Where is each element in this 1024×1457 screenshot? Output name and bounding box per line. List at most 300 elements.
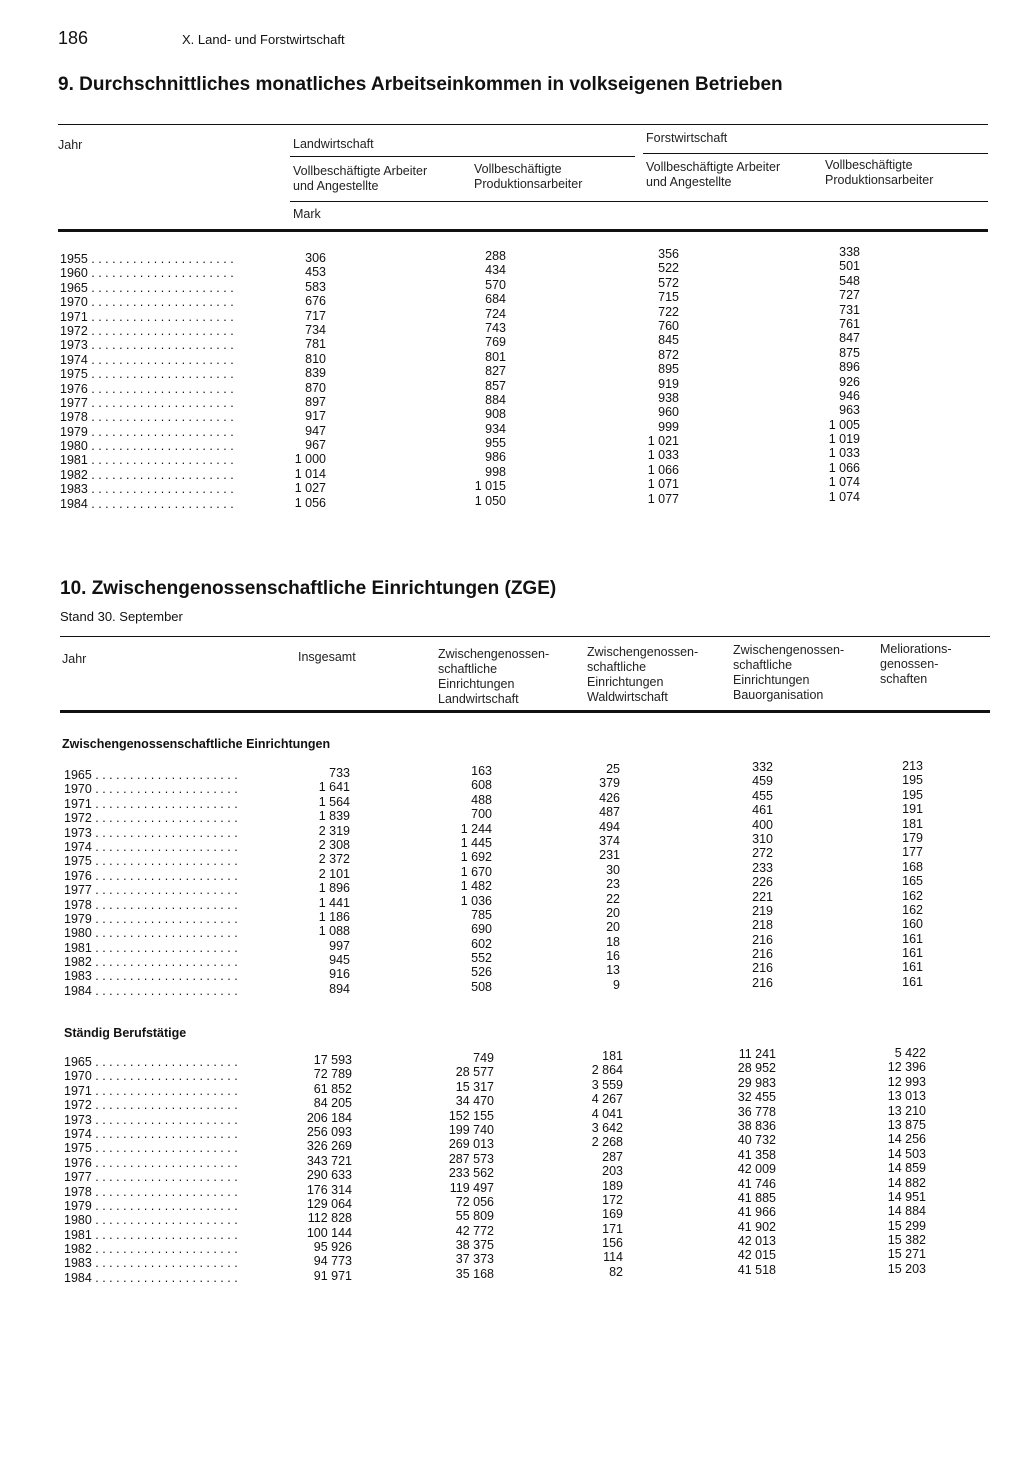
value-cell: 129 064 xyxy=(306,1196,352,1211)
value-cell: 749 xyxy=(473,1051,494,1065)
value-cell: 1 564 xyxy=(318,794,350,809)
value-cell: 14 882 xyxy=(887,1175,926,1190)
value-cell: 163 xyxy=(471,764,492,778)
value-cell: 219 xyxy=(752,903,773,918)
year-cell: 1978 . . . . . . . . . . . . . . . . . . . . . xyxy=(64,897,238,912)
value-cell: 919 xyxy=(658,376,679,391)
year-cell: 1974 . . . . . . . . . . . . . . . . . . . . . xyxy=(64,1126,238,1141)
value-cell: 1 027 xyxy=(294,481,326,496)
value-cell: 715 xyxy=(658,290,679,305)
t10-h-lw-3: Einrichtungen xyxy=(438,677,515,691)
value-cell: 1 074 xyxy=(828,489,860,504)
table9-header-landwirtschaft: Landwirtschaft xyxy=(293,137,374,151)
value-cell: 15 382 xyxy=(887,1233,926,1248)
table10-header-landwirtschaft xyxy=(438,647,549,707)
t10-h-bau-1: Zwischengenossen- xyxy=(733,643,845,657)
t10-h-ww-1: Zwischengenossen- xyxy=(587,645,699,659)
value-cell: 233 xyxy=(752,860,773,875)
table10-header-bauorganisation xyxy=(733,643,844,703)
value-cell: 199 740 xyxy=(448,1122,494,1137)
value-cell: 2 268 xyxy=(591,1135,623,1150)
value-cell: 36 778 xyxy=(737,1104,776,1119)
value-cell: 23 xyxy=(606,877,620,892)
value-cell: 1 074 xyxy=(828,475,860,490)
t10-h-lw-1: Zwischengenossen- xyxy=(438,647,550,661)
value-cell: 608 xyxy=(471,778,492,793)
value-cell: 583 xyxy=(305,279,326,294)
value-cell: 29 983 xyxy=(737,1075,776,1090)
table10-header-jahr: Jahr xyxy=(62,652,87,666)
value-cell: 343 721 xyxy=(306,1153,352,1168)
value-cell: 760 xyxy=(658,318,679,333)
table9-header-fw-col2-line1: Vollbeschäftigte xyxy=(825,158,913,172)
t10-h-bau-3: Einrichtungen xyxy=(733,673,810,687)
value-cell: 11 241 xyxy=(738,1047,776,1061)
value-cell: 310 xyxy=(752,831,773,846)
value-cell: 42 009 xyxy=(737,1162,776,1177)
value-cell: 41 902 xyxy=(737,1219,776,1234)
value-cell: 986 xyxy=(485,450,506,465)
t10-h-mel-2: genossen- xyxy=(880,657,939,671)
t10-h-ww-4: Waldwirtschaft xyxy=(587,690,668,704)
value-cell: 810 xyxy=(305,351,326,366)
value-cell: 945 xyxy=(329,953,350,968)
value-cell: 872 xyxy=(658,347,679,362)
value-cell: 897 xyxy=(305,394,326,409)
value-cell: 1 670 xyxy=(460,864,492,879)
value-cell: 13 875 xyxy=(887,1117,926,1132)
value-cell: 955 xyxy=(485,436,506,451)
t10-h-lw-4: Landwirtschaft xyxy=(438,692,519,706)
running-head: X. Land- und Forstwirtschaft xyxy=(182,32,345,47)
value-cell: 213 xyxy=(902,759,923,773)
value-cell: 41 518 xyxy=(737,1262,776,1277)
value-cell: 602 xyxy=(471,936,492,951)
value-cell: 12 396 xyxy=(887,1060,926,1075)
value-cell: 967 xyxy=(305,438,326,453)
year-cell: 1975 . . . . . . . . . . . . . . . . . . . . . xyxy=(64,854,238,869)
value-cell: 161 xyxy=(902,960,923,975)
value-cell: 508 xyxy=(471,979,492,994)
value-cell: 4 267 xyxy=(591,1092,623,1107)
table9-header-lw-col2-line2: Produktionsarbeiter xyxy=(474,177,583,191)
table10-subtitle: Stand 30. September xyxy=(60,609,183,624)
year-cell: 1971 . . . . . . . . . . . . . . . . . . . . . xyxy=(64,1083,238,1098)
value-cell: 306 xyxy=(305,251,326,265)
table10-section1-label: Zwischengenossenschaftliche Einrichtungen xyxy=(62,737,331,751)
value-cell: 461 xyxy=(752,803,773,818)
page-number: 186 xyxy=(58,28,89,48)
value-cell: 195 xyxy=(902,787,923,802)
table10-section2-landwirtschaft-column xyxy=(430,1051,494,1281)
value-cell: 1 641 xyxy=(318,780,350,795)
value-cell: 162 xyxy=(902,902,923,917)
table9-fw-produktion-column xyxy=(800,245,860,504)
value-cell: 781 xyxy=(305,337,326,352)
table10-section2-year-column xyxy=(64,1055,270,1285)
value-cell: 1 000 xyxy=(294,452,326,467)
value-cell: 13 xyxy=(606,963,620,978)
value-cell: 30 xyxy=(606,862,620,877)
value-cell: 733 xyxy=(329,766,350,780)
value-cell: 152 155 xyxy=(448,1108,494,1123)
year-cell: 1981 . . . . . . . . . . . . . . . . . . . . . xyxy=(60,453,234,468)
value-cell: 16 xyxy=(606,949,620,964)
year-cell: 1982 . . . . . . . . . . . . . . . . . . . . . xyxy=(64,955,238,970)
value-cell: 114 xyxy=(603,1250,623,1265)
table10-section2-label: Ständig Berufstätige xyxy=(64,1026,187,1040)
value-cell: 938 xyxy=(658,390,679,405)
table9-lw-produktion-column xyxy=(448,249,506,508)
year-cell: 1980 . . . . . . . . . . . . . . . . . . . . . xyxy=(64,926,238,941)
value-cell: 32 455 xyxy=(737,1090,776,1105)
year-cell: 1973 . . . . . . . . . . . . . . . . . . . . . xyxy=(60,338,234,353)
value-cell: 14 951 xyxy=(887,1189,926,1204)
year-cell: 1979 . . . . . . . . . . . . . . . . . . . . . xyxy=(64,1198,238,1213)
value-cell: 960 xyxy=(658,405,679,420)
table9-header-jahr: Jahr xyxy=(58,138,83,152)
table9-lw-arbeiter-column xyxy=(270,251,326,510)
table9-lw-rule xyxy=(290,156,635,157)
value-cell: 14 884 xyxy=(887,1204,926,1219)
value-cell: 963 xyxy=(839,403,860,418)
value-cell: 100 144 xyxy=(306,1225,352,1240)
value-cell: 488 xyxy=(471,792,492,807)
table10-section2-meliorations-column xyxy=(860,1046,926,1276)
value-cell: 338 xyxy=(839,245,860,259)
year-cell: 1975 . . . . . . . . . . . . . . . . . . . . . xyxy=(60,367,234,382)
year-cell: 1984 . . . . . . . . . . . . . . . . . . . . . xyxy=(60,496,234,511)
value-cell: 72 789 xyxy=(313,1067,352,1082)
value-cell: 269 013 xyxy=(448,1137,494,1152)
year-cell: 1983 . . . . . . . . . . . . . . . . . . . . . xyxy=(60,482,234,497)
value-cell: 1 066 xyxy=(647,462,679,477)
table10-section2-insgesamt-column xyxy=(290,1053,352,1283)
table9-header-fw-col2 xyxy=(825,158,933,188)
value-cell: 20 xyxy=(606,905,620,920)
value-cell: 1 692 xyxy=(460,850,492,865)
value-cell: 684 xyxy=(485,292,506,307)
value-cell: 1 033 xyxy=(828,446,860,461)
value-cell: 9 xyxy=(613,977,620,992)
year-cell: 1979 . . . . . . . . . . . . . . . . . . . . . xyxy=(64,911,238,926)
value-cell: 38 836 xyxy=(737,1118,776,1133)
table10-header-bottom-rule xyxy=(60,710,990,713)
value-cell: 356 xyxy=(658,247,679,261)
table10-header-waldwirtschaft xyxy=(587,645,698,705)
year-cell: 1960 . . . . . . . . . . . . . . . . . . . . . xyxy=(60,266,234,281)
value-cell: 1 896 xyxy=(318,881,350,896)
value-cell: 290 633 xyxy=(306,1168,352,1183)
value-cell: 216 xyxy=(752,932,773,947)
table9-header-lw-col1-line1: Vollbeschäftigte Arbeiter xyxy=(293,164,428,178)
value-cell: 1 050 xyxy=(474,493,506,508)
value-cell: 426 xyxy=(599,790,620,805)
value-cell: 216 xyxy=(752,947,773,962)
value-cell: 14 503 xyxy=(887,1146,926,1161)
value-cell: 41 966 xyxy=(737,1205,776,1220)
year-cell: 1972 . . . . . . . . . . . . . . . . . . . . . xyxy=(64,1098,238,1113)
year-cell: 1976 . . . . . . . . . . . . . . . . . . . . . xyxy=(64,1155,238,1170)
value-cell: 195 xyxy=(902,773,923,788)
value-cell: 2 372 xyxy=(318,852,350,867)
table9-header-lw-col1-line2: und Angestellte xyxy=(293,179,379,193)
table9-fw-arbeiter-column xyxy=(620,247,679,506)
value-cell: 845 xyxy=(658,333,679,348)
year-cell: 1977 . . . . . . . . . . . . . . . . . . . . . xyxy=(60,395,234,410)
value-cell: 2 308 xyxy=(318,837,350,852)
value-cell: 722 xyxy=(658,304,679,319)
value-cell: 884 xyxy=(485,392,506,407)
value-cell: 172 xyxy=(602,1192,623,1207)
value-cell: 82 xyxy=(609,1264,623,1279)
table9-header-lw-col1 xyxy=(293,164,427,194)
value-cell: 875 xyxy=(839,345,860,360)
value-cell: 326 269 xyxy=(306,1139,352,1154)
value-cell: 916 xyxy=(329,967,350,982)
value-cell: 18 xyxy=(606,934,620,949)
year-cell: 1974 . . . . . . . . . . . . . . . . . . . . . xyxy=(60,352,234,367)
year-cell: 1965 . . . . . . . . . . . . . . . . . . . . . xyxy=(64,768,238,782)
value-cell: 169 xyxy=(602,1207,623,1222)
value-cell: 896 xyxy=(839,360,860,375)
value-cell: 5 422 xyxy=(894,1046,926,1060)
t10-h-bau-4: Bauorganisation xyxy=(733,688,824,702)
year-cell: 1970 . . . . . . . . . . . . . . . . . . . . . xyxy=(60,295,234,310)
value-cell: 895 xyxy=(658,362,679,377)
t10-h-lw-2: schaftliche xyxy=(438,662,498,676)
value-cell: 95 926 xyxy=(313,1240,352,1255)
value-cell: 934 xyxy=(485,421,506,436)
value-cell: 203 xyxy=(602,1164,623,1179)
value-cell: 999 xyxy=(658,419,679,434)
value-cell: 1 066 xyxy=(828,460,860,475)
value-cell: 1 036 xyxy=(460,893,492,908)
table10-section1-year-column xyxy=(64,768,270,998)
value-cell: 1 441 xyxy=(318,895,350,910)
value-cell: 38 375 xyxy=(455,1238,494,1253)
year-cell: 1977 . . . . . . . . . . . . . . . . . . . . . xyxy=(64,883,238,898)
t10-h-mel-3: schaften xyxy=(880,672,928,686)
value-cell: 1 088 xyxy=(318,924,350,939)
value-cell: 870 xyxy=(305,380,326,395)
value-cell: 379 xyxy=(599,776,620,791)
value-cell: 908 xyxy=(485,407,506,422)
table9-header-fw-col1 xyxy=(646,160,780,190)
value-cell: 894 xyxy=(329,981,350,996)
year-cell: 1975 . . . . . . . . . . . . . . . . . . . . . xyxy=(64,1141,238,1156)
value-cell: 91 971 xyxy=(313,1268,352,1283)
value-cell: 14 859 xyxy=(887,1161,926,1176)
value-cell: 487 xyxy=(599,805,620,820)
value-cell: 216 xyxy=(752,975,773,990)
t10-h-bau-2: schaftliche xyxy=(733,658,793,672)
value-cell: 1 244 xyxy=(460,821,492,836)
value-cell: 41 885 xyxy=(737,1190,776,1205)
value-cell: 526 xyxy=(471,965,492,980)
t10-h-ww-2: schaftliche xyxy=(587,660,647,674)
value-cell: 15 317 xyxy=(455,1079,494,1094)
table10-section2-bauorganisation-column xyxy=(720,1047,776,1277)
value-cell: 332 xyxy=(752,760,773,774)
value-cell: 734 xyxy=(305,322,326,337)
value-cell: 177 xyxy=(902,845,923,860)
value-cell: 17 593 xyxy=(313,1053,352,1067)
table9-unit-rule xyxy=(290,201,988,202)
year-cell: 1965 . . . . . . . . . . . . . . . . . . . . . xyxy=(64,1055,238,1069)
value-cell: 3 559 xyxy=(591,1077,623,1092)
value-cell: 42 013 xyxy=(737,1234,776,1249)
table10-section2-waldwirtschaft-column xyxy=(575,1049,623,1279)
value-cell: 459 xyxy=(752,774,773,789)
value-cell: 168 xyxy=(902,859,923,874)
value-cell: 400 xyxy=(752,817,773,832)
value-cell: 15 203 xyxy=(887,1261,926,1276)
year-cell: 1977 . . . . . . . . . . . . . . . . . . . . . xyxy=(64,1170,238,1185)
year-cell: 1982 . . . . . . . . . . . . . . . . . . . . . xyxy=(60,467,234,482)
value-cell: 572 xyxy=(658,275,679,290)
value-cell: 40 732 xyxy=(737,1133,776,1148)
year-cell: 1983 . . . . . . . . . . . . . . . . . . . . . xyxy=(64,969,238,984)
year-cell: 1980 . . . . . . . . . . . . . . . . . . . . . xyxy=(60,439,234,454)
value-cell: 15 299 xyxy=(887,1218,926,1233)
year-cell: 1971 . . . . . . . . . . . . . . . . . . . . . xyxy=(60,309,234,324)
value-cell: 176 314 xyxy=(306,1182,352,1197)
value-cell: 2 864 xyxy=(591,1063,623,1078)
value-cell: 42 772 xyxy=(455,1223,494,1238)
value-cell: 455 xyxy=(752,788,773,803)
value-cell: 548 xyxy=(839,273,860,288)
value-cell: 41 358 xyxy=(737,1147,776,1162)
value-cell: 731 xyxy=(839,302,860,317)
value-cell: 35 168 xyxy=(455,1266,494,1281)
value-cell: 161 xyxy=(902,931,923,946)
value-cell: 997 xyxy=(329,938,350,953)
value-cell: 827 xyxy=(485,364,506,379)
year-cell: 1972 . . . . . . . . . . . . . . . . . . . . . xyxy=(60,323,234,338)
table9-header-fw-col2-line2: Produktionsarbeiter xyxy=(825,173,934,187)
value-cell: 570 xyxy=(485,277,506,292)
value-cell: 1 056 xyxy=(294,495,326,510)
value-cell: 287 573 xyxy=(448,1151,494,1166)
value-cell: 717 xyxy=(305,308,326,323)
value-cell: 434 xyxy=(485,263,506,278)
year-cell: 1984 . . . . . . . . . . . . . . . . . . . . . xyxy=(64,1270,238,1285)
value-cell: 94 773 xyxy=(313,1254,352,1269)
value-cell: 256 093 xyxy=(306,1124,352,1139)
table9-year-column xyxy=(60,252,265,511)
value-cell: 501 xyxy=(839,259,860,274)
value-cell: 272 xyxy=(752,846,773,861)
year-cell: 1974 . . . . . . . . . . . . . . . . . . . . . xyxy=(64,839,238,854)
t10-h-mel-1: Meliorations- xyxy=(880,642,952,656)
table10-header-meliorationsgenossenschaften xyxy=(880,642,952,687)
value-cell: 676 xyxy=(305,294,326,309)
value-cell: 13 013 xyxy=(887,1089,926,1104)
year-cell: 1955 . . . . . . . . . . . . . . . . . . . . . xyxy=(60,252,234,266)
value-cell: 28 577 xyxy=(455,1065,494,1080)
year-cell: 1980 . . . . . . . . . . . . . . . . . . . . . xyxy=(64,1213,238,1228)
value-cell: 191 xyxy=(902,802,923,817)
value-cell: 1 071 xyxy=(647,477,679,492)
value-cell: 119 497 xyxy=(449,1180,494,1195)
value-cell: 231 xyxy=(599,848,620,863)
value-cell: 1 033 xyxy=(647,448,679,463)
value-cell: 221 xyxy=(752,889,773,904)
table9-title: 9. Durchschnittliches monatliches Arbeitseinkommen in volkseigenen Betrieben xyxy=(58,74,783,95)
table9-header-forstwirtschaft: Forstwirtschaft xyxy=(646,131,728,145)
year-cell: 1981 . . . . . . . . . . . . . . . . . . . . . xyxy=(64,940,238,955)
value-cell: 2 101 xyxy=(318,866,350,881)
value-cell: 1 077 xyxy=(647,491,679,506)
year-cell: 1981 . . . . . . . . . . . . . . . . . . . . . xyxy=(64,1227,238,1242)
value-cell: 1 005 xyxy=(828,417,860,432)
table9-header-bottom-rule xyxy=(58,229,988,232)
value-cell: 12 993 xyxy=(887,1074,926,1089)
value-cell: 1 014 xyxy=(294,466,326,481)
value-cell: 839 xyxy=(305,366,326,381)
value-cell: 917 xyxy=(305,409,326,424)
value-cell: 1 019 xyxy=(828,432,860,447)
value-cell: 947 xyxy=(305,423,326,438)
year-cell: 1973 . . . . . . . . . . . . . . . . . . . . . xyxy=(64,1112,238,1127)
table10-section1-insgesamt-column xyxy=(290,766,350,996)
value-cell: 161 xyxy=(902,946,923,961)
value-cell: 179 xyxy=(902,830,923,845)
value-cell: 2 319 xyxy=(318,823,350,838)
value-cell: 785 xyxy=(471,907,492,922)
year-cell: 1976 . . . . . . . . . . . . . . . . . . . . . xyxy=(64,868,238,883)
value-cell: 453 xyxy=(305,265,326,280)
year-cell: 1979 . . . . . . . . . . . . . . . . . . . . . xyxy=(60,424,234,439)
table10-section1-landwirtschaft-column xyxy=(430,764,492,994)
table9-top-rule xyxy=(58,124,988,125)
value-cell: 216 xyxy=(752,961,773,976)
value-cell: 189 xyxy=(602,1178,623,1193)
value-cell: 1 482 xyxy=(460,879,492,894)
value-cell: 1 021 xyxy=(647,434,679,449)
value-cell: 28 952 xyxy=(737,1061,776,1076)
value-cell: 156 xyxy=(602,1236,623,1251)
value-cell: 494 xyxy=(599,819,620,834)
year-cell: 1972 . . . . . . . . . . . . . . . . . . . . . xyxy=(64,811,238,826)
year-cell: 1973 . . . . . . . . . . . . . . . . . . . . . xyxy=(64,825,238,840)
table10-section1-waldwirtschaft-column xyxy=(575,762,620,992)
table9-fw-rule xyxy=(643,153,988,154)
value-cell: 1 015 xyxy=(474,479,506,494)
value-cell: 55 809 xyxy=(455,1209,494,1224)
value-cell: 946 xyxy=(839,388,860,403)
table10-section1-bauorganisation-column xyxy=(720,760,773,990)
value-cell: 14 256 xyxy=(887,1132,926,1147)
value-cell: 4 041 xyxy=(591,1106,623,1121)
value-cell: 181 xyxy=(602,1049,623,1063)
value-cell: 61 852 xyxy=(313,1081,352,1096)
table9-header-fw-col1-line2: und Angestellte xyxy=(646,175,732,189)
value-cell: 171 xyxy=(602,1221,623,1236)
table10-top-rule xyxy=(60,636,990,637)
value-cell: 998 xyxy=(485,464,506,479)
year-cell: 1970 . . . . . . . . . . . . . . . . . . . . . xyxy=(64,782,238,797)
value-cell: 552 xyxy=(471,951,492,966)
value-cell: 206 184 xyxy=(306,1110,352,1125)
year-cell: 1982 . . . . . . . . . . . . . . . . . . . . . xyxy=(64,1242,238,1257)
year-cell: 1965 . . . . . . . . . . . . . . . . . . . . . xyxy=(60,280,234,295)
value-cell: 162 xyxy=(902,888,923,903)
year-cell: 1976 . . . . . . . . . . . . . . . . . . . . . xyxy=(60,381,234,396)
value-cell: 1 839 xyxy=(318,809,350,824)
value-cell: 20 xyxy=(606,920,620,935)
